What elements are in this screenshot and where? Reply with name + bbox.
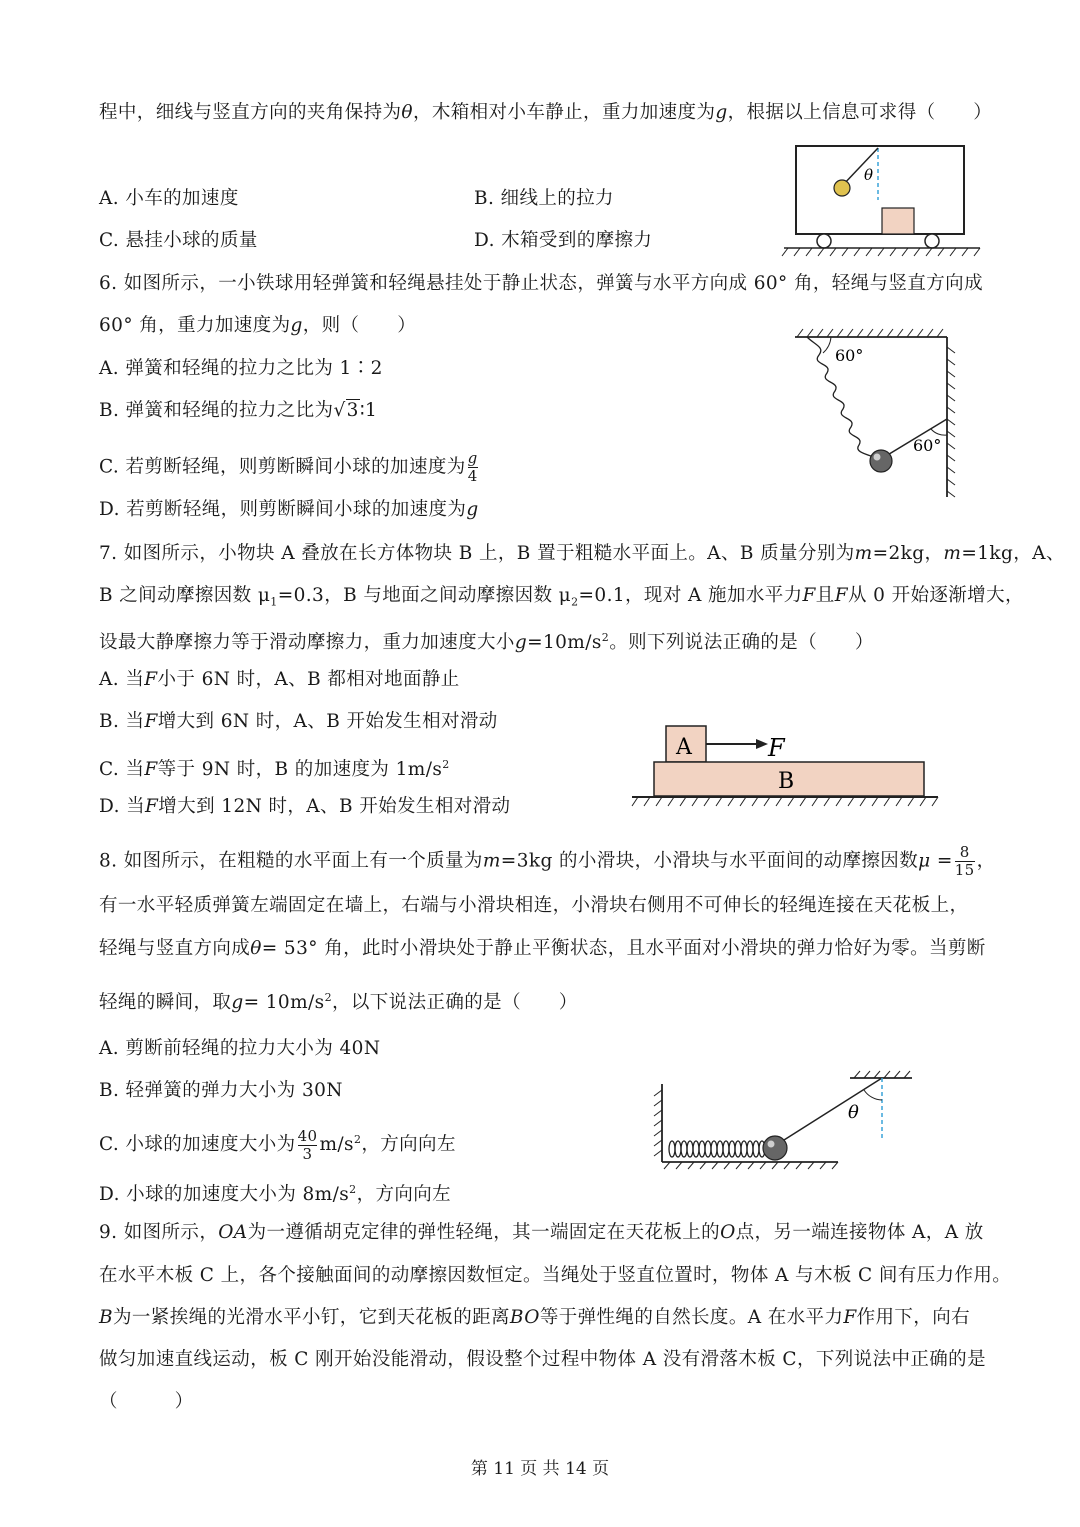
q8-spring [669,1141,765,1157]
q6-spring-rope-figure [785,325,965,505]
q7-blocks-figure [628,720,943,812]
q8-option-b: B. 轻弹簧的弹力大小为 30N [99,1080,343,1101]
page-footer: 第 11 页 共 14 页 [470,1459,610,1479]
q7-stem-line-2: B 之间动摩擦因数 $\mu_1=0.3$，B 与地面之间动摩擦因数 $\mu_2=0.1$，现对 A 施加水平力F且F从 0 开始逐渐增大， [99,585,1024,609]
q7-option-d: D. 当F增大到 12N 时，A、B 开始发生相对滑动 [99,796,511,817]
q6-stem-line-1: 6. 如图所示，一小铁球用轻弹簧和轻绳悬挂处于静止状态，弹簧与水平方向成 60° 角，轻绳与竖直方向成 [99,273,983,294]
q6-option-d: D. 若剪断轻绳，则剪断瞬间小球的加速度为g [99,499,479,520]
q8-theta-label: θ [848,1102,859,1123]
q9-stem-line-1: 9. 如图所示，OA为一遵循胡克定律的弹性轻绳，其一端固定在天花板上的O点，另一端连接物体 A，A 放 [99,1222,984,1243]
q8-stem-line-1: 8. 如图所示，在粗糙的水平面上有一个质量为m=3kg 的小滑块，小滑块与水平面间的动摩擦因数μ = $\frac{8}{15}$ ， [99,843,996,879]
q5-wooden-box [882,208,914,234]
q6-stem-line-2: 60° 角，重力加速度为g，则（ ） [99,315,417,336]
q5-theta-label: θ [864,166,874,184]
q7-force-label: F [768,734,785,762]
q9-stem-line-4: 做匀加速直线运动，板 C 刚开始没能滑动，假设整个过程中物体 A 没有滑落木板 C，下列说法中正确的是 [99,1349,986,1370]
q7-stem-line-3: 设最大静摩擦力等于滑动摩擦力，重力加速度大小$g=10m/s^2$。则下列说法正确的是（ ） [99,631,874,654]
q5-option-d: D. 木箱受到的摩擦力 [474,230,653,251]
q6-iron-ball [870,450,892,472]
q8-spring-block-figure [650,1068,915,1170]
q5-hanging-ball [834,180,850,196]
q7-option-c: C. 当F等于 9N 时，B 的加速度为 $1m/s^2$ [99,758,450,781]
q8-sliding-block [763,1136,787,1160]
q8-stem-line-3: 轻绳与竖直方向成θ= 53° 角，此时小滑块处于静止平衡状态，且水平面对小滑块的弹力恰好为零。当剪断 [99,938,986,959]
q8-stem-line-2: 有一水平轻质弹簧左端固定在墙上，右端与小滑块相连，小滑块右侧用不可伸长的轻绳连接在天花板上， [99,895,969,916]
q7-block-a-label: A [676,735,692,760]
q6-option-c: C. 若剪断轻绳，则剪断瞬间小球的加速度为 $\frac{g}{4}$ [99,449,478,485]
q7-option-a: A. 当F小于 6N 时，A、B 都相对地面静止 [99,669,460,690]
q6-spring-angle-label: 60° [835,346,864,365]
q7-block-b-label: B [778,769,795,794]
q6-rope-angle-label: 60° [913,436,942,455]
q9-stem-line-5: （ ） [99,1391,194,1412]
q5-option-a: A. 小车的加速度 [99,188,239,209]
q7-stem-line-1: 7. 如图所示，小物块 A 叠放在长方体物块 B 上，B 置于粗糙水平面上。A、B 质量分别为m=2kg，m=1kg，A、 [99,543,1065,564]
q8-option-a: A. 剪断前轻绳的拉力大小为 40N [99,1038,381,1059]
q8-stem-line-4: 轻绳的瞬间，取$g= 10m/s^2$，以下说法正确的是（ ） [99,991,578,1014]
q6-option-b: B. 弹簧和轻绳的拉力之比为√3∶1 [99,400,378,421]
q5-option-b: B. 细线上的拉力 [474,188,614,209]
q7-option-b: B. 当F增大到 6N 时，A、B 开始发生相对滑动 [99,711,498,732]
q9-stem-line-3: B为一紧挨绳的光滑水平小钉，它到天花板的距离BO等于弹性绳的自然长度。A 在水平力F作用下，向右 [99,1307,971,1328]
q8-rope [784,1078,882,1140]
q8-option-c: C. 小球的加速度大小为 $\frac{40}{3}$ $m/s^2$，方向向左 [99,1126,456,1163]
q6-option-a: A. 弹簧和轻绳的拉力之比为 1∶2 [99,358,383,379]
q8-option-d: D. 小球的加速度大小为 $8m/s^2$，方向向左 [99,1183,452,1206]
q5-option-c: C. 悬挂小球的质量 [99,230,258,251]
q5-cart-figure [780,140,985,260]
q5-stem: 程中，细线与竖直方向的夹角保持为θ，木箱相对小车静止，重力加速度为g，根据以上信息可求得（ ） [99,102,993,123]
q9-stem-line-2: 在水平木板 C 上，各个接触面间的动摩擦因数恒定。当绳处于竖直位置时，物体 A 与木板 C 间有压力作用。 [99,1265,1012,1286]
